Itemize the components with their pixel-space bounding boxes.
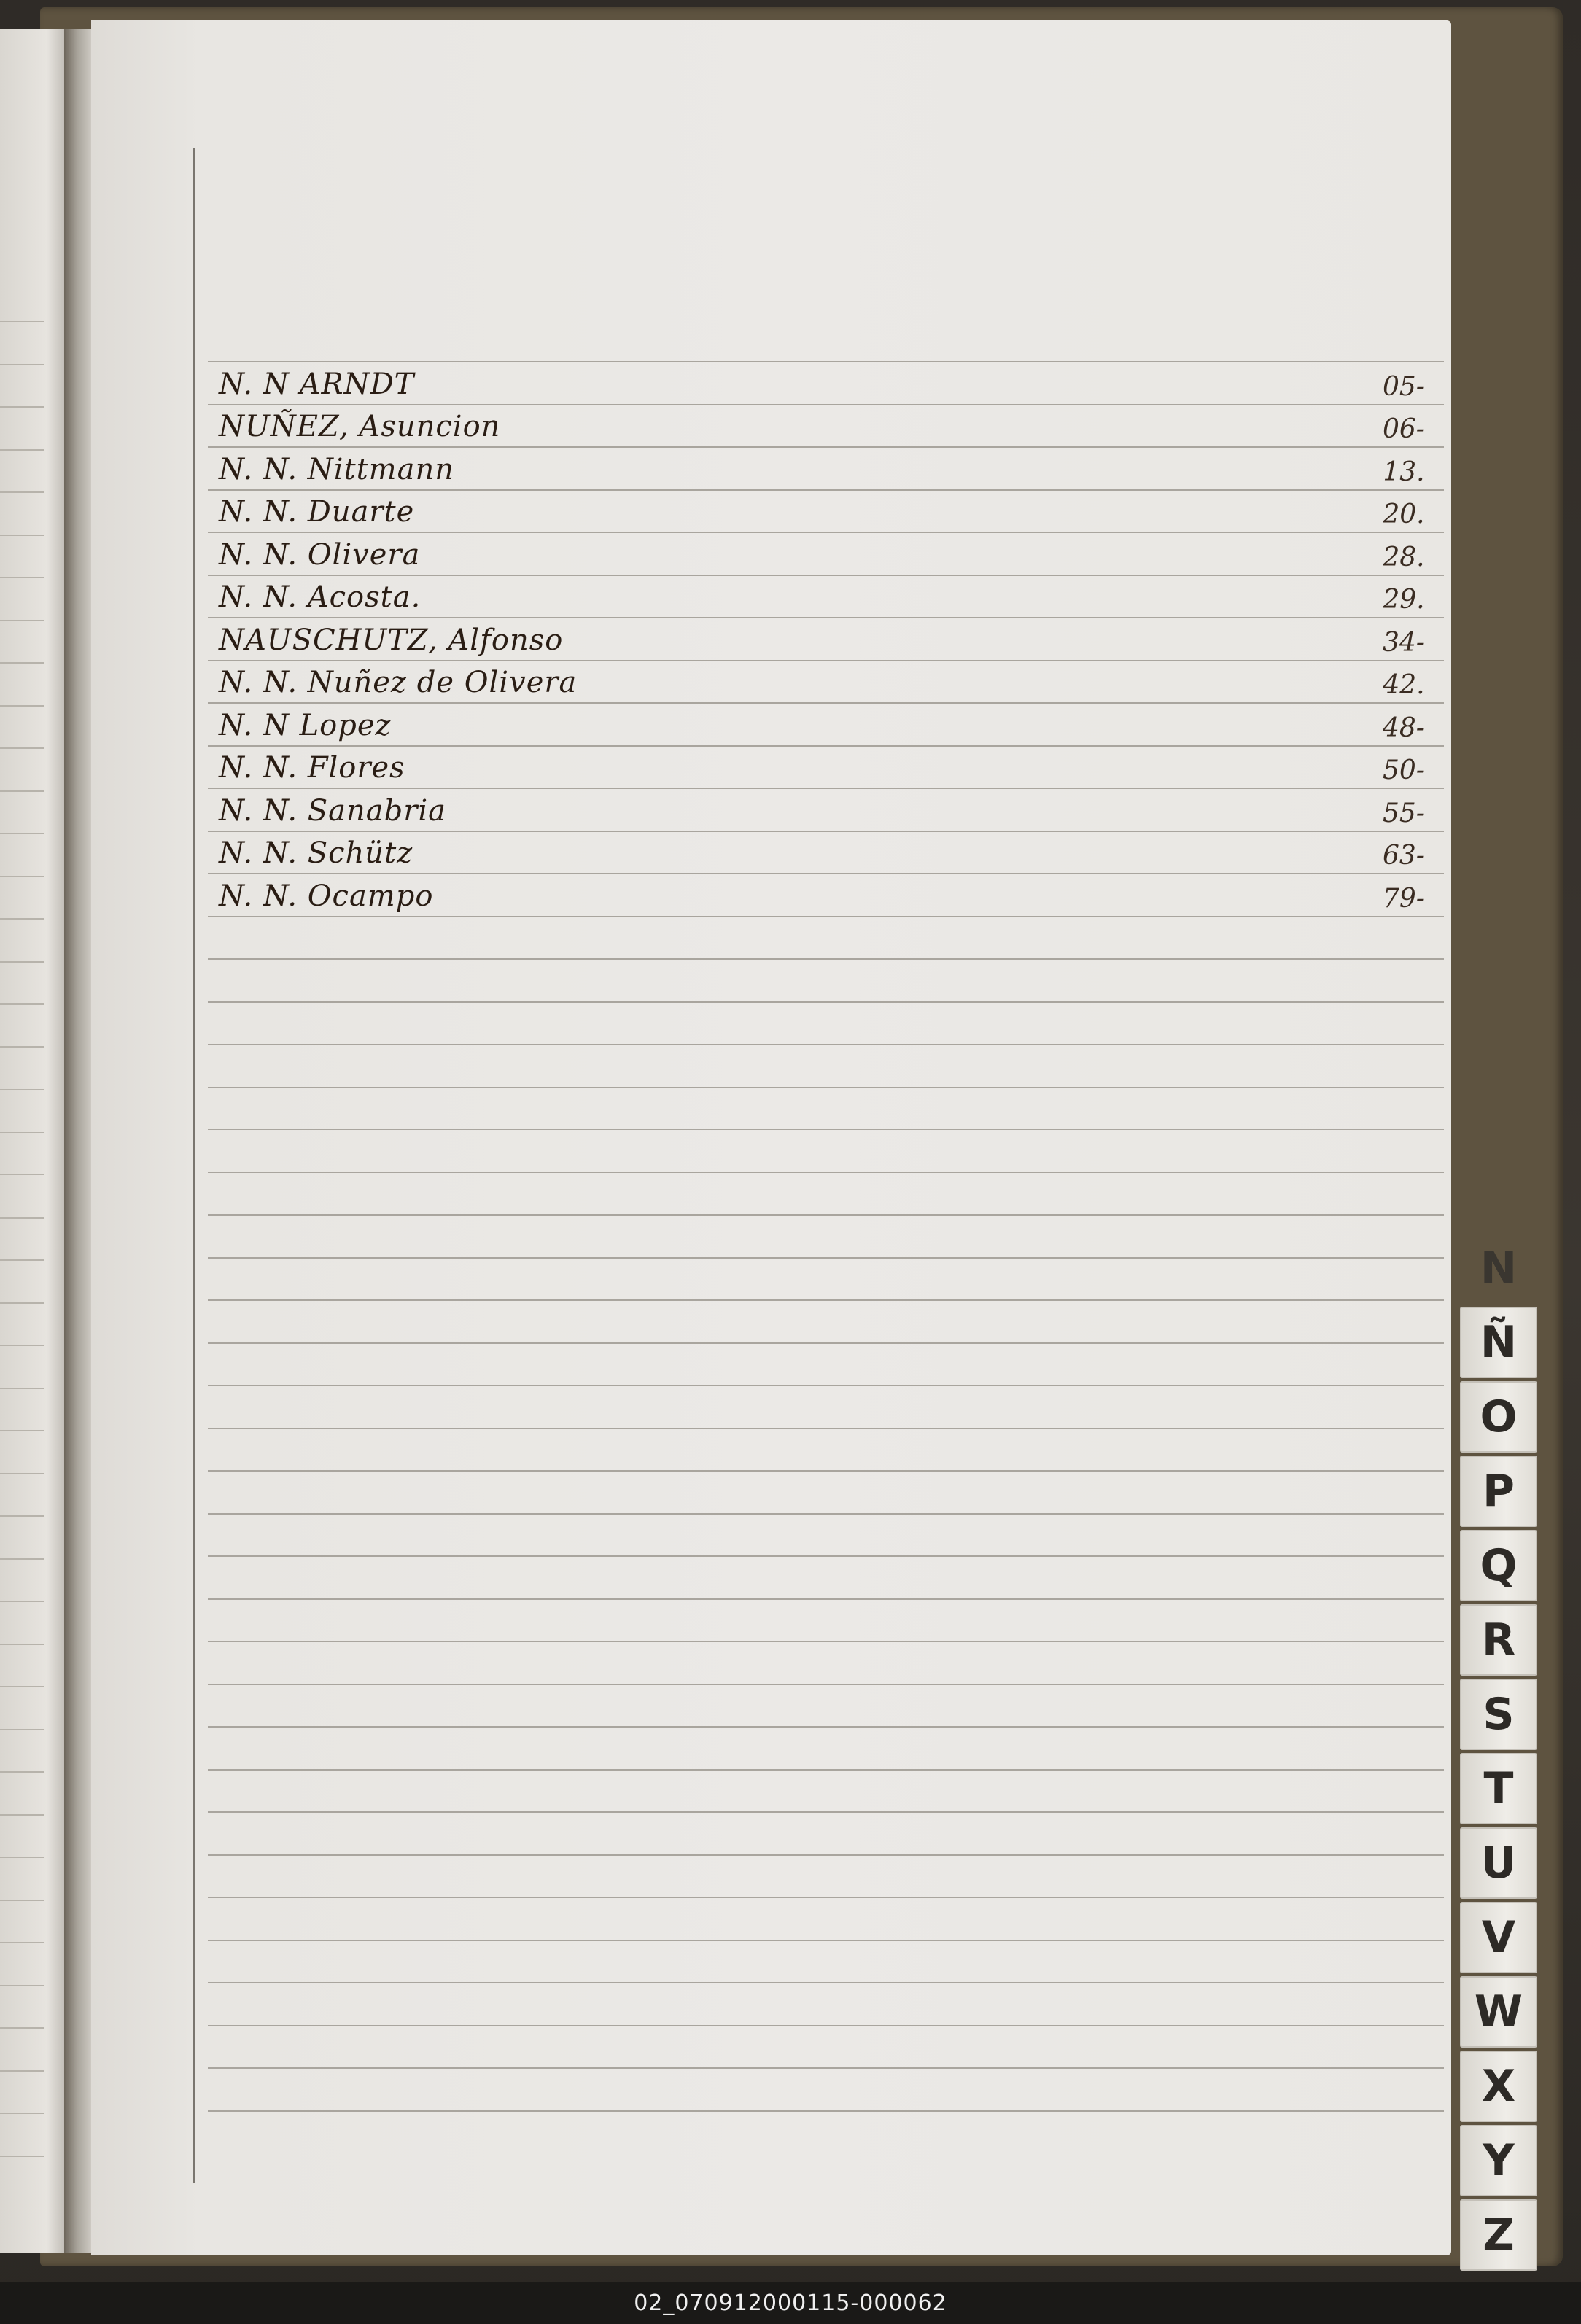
left-page-line bbox=[0, 1217, 44, 1219]
index-entry-page: 79- bbox=[1383, 883, 1425, 914]
ruled-line bbox=[208, 1598, 1444, 1600]
ruled-line bbox=[208, 873, 1444, 874]
ruled-line bbox=[208, 1726, 1444, 1728]
left-page-line bbox=[0, 364, 44, 365]
index-entry-page: 34- bbox=[1383, 627, 1425, 658]
left-page-line bbox=[0, 2070, 44, 2072]
index-entry-page: 20. bbox=[1383, 500, 1425, 529]
ruled-line bbox=[208, 1257, 1444, 1259]
ruled-line bbox=[208, 1769, 1444, 1771]
index-tab-x[interactable]: X bbox=[1460, 2051, 1537, 2122]
index-entry-name: N. N. Flores bbox=[219, 751, 405, 785]
left-page-line bbox=[0, 1729, 44, 1730]
ruled-line bbox=[208, 2025, 1444, 2026]
alphabet-index-tabs bbox=[1460, 1232, 1539, 2274]
ruled-line bbox=[208, 1555, 1444, 1557]
index-entry-name: N. N. Acosta. bbox=[219, 580, 422, 614]
ruled-line bbox=[208, 1982, 1444, 1983]
ruled-line bbox=[208, 916, 1444, 917]
ruled-line bbox=[208, 1001, 1444, 1003]
ruled-line bbox=[208, 1684, 1444, 1685]
ruled-line bbox=[208, 532, 1444, 533]
index-entry-name: N. N. Duarte bbox=[219, 495, 415, 529]
ruled-line bbox=[208, 617, 1444, 618]
index-entry-name: N. N. Ocampo bbox=[219, 879, 434, 913]
left-page-line bbox=[0, 2156, 44, 2157]
ruled-line bbox=[208, 1513, 1444, 1515]
ruled-line bbox=[208, 1087, 1444, 1088]
index-entry-name: NUÑEZ, Asuncion bbox=[219, 410, 501, 443]
left-page-line bbox=[0, 1345, 44, 1346]
ruled-line bbox=[208, 831, 1444, 832]
ruled-line bbox=[208, 1129, 1444, 1130]
ruled-line bbox=[208, 446, 1444, 448]
index-tab-o[interactable]: O bbox=[1460, 1381, 1537, 1453]
left-page-line bbox=[0, 662, 44, 664]
left-page-line bbox=[0, 1601, 44, 1602]
ruled-line bbox=[208, 1214, 1444, 1216]
ruled-line bbox=[208, 1172, 1444, 1173]
ruled-line bbox=[208, 1428, 1444, 1429]
left-page-line bbox=[0, 2027, 44, 2029]
index-entry-name: N. N. Sanabria bbox=[219, 793, 446, 828]
index-tab-q[interactable]: Q bbox=[1460, 1530, 1537, 1601]
index-tab-z[interactable]: Z bbox=[1460, 2199, 1537, 2271]
ruled-line bbox=[208, 1342, 1444, 1344]
left-page-line bbox=[0, 833, 44, 834]
index-entry-page: 50- bbox=[1383, 755, 1425, 785]
left-page-line bbox=[0, 1473, 44, 1474]
index-tab-p[interactable]: P bbox=[1460, 1456, 1537, 1527]
left-page-line bbox=[0, 1388, 44, 1389]
ruled-line bbox=[208, 404, 1444, 405]
index-tab-n[interactable]: N bbox=[1480, 1243, 1518, 1294]
left-page-line bbox=[0, 1771, 44, 1773]
left-page-line bbox=[0, 406, 44, 408]
left-page-line bbox=[0, 1430, 44, 1431]
ruled-line bbox=[208, 1299, 1444, 1301]
left-page-line bbox=[0, 790, 44, 792]
left-page-line bbox=[0, 577, 44, 578]
index-tab-ñ[interactable]: Ñ bbox=[1460, 1307, 1537, 1378]
margin-line bbox=[193, 148, 195, 2183]
left-page-line bbox=[0, 1515, 44, 1517]
left-page-line bbox=[0, 876, 44, 877]
index-page bbox=[91, 20, 1451, 2255]
index-entry-name: N. N. Nittmann bbox=[219, 452, 454, 486]
ruled-line bbox=[208, 702, 1444, 704]
left-page-line bbox=[0, 1814, 44, 1816]
ruled-line bbox=[208, 745, 1444, 747]
index-entry-page: 29. bbox=[1383, 585, 1425, 615]
left-page-line bbox=[0, 1942, 44, 1943]
left-page-line bbox=[0, 1857, 44, 1858]
index-entry-name: N. N Lopez bbox=[219, 708, 392, 742]
left-page-line bbox=[0, 620, 44, 621]
left-page-line bbox=[0, 1089, 44, 1090]
index-tab-r[interactable]: R bbox=[1460, 1604, 1537, 1676]
image-caption: 02_070912000115-000062 bbox=[0, 2282, 1581, 2324]
left-page-line bbox=[0, 2113, 44, 2114]
left-page-line bbox=[0, 747, 44, 749]
ruled-line bbox=[208, 1940, 1444, 1941]
left-page-line bbox=[0, 1132, 44, 1133]
index-tab-t[interactable]: T bbox=[1460, 1753, 1537, 1824]
index-entry-name: N. N. Nuñez de Olivera bbox=[219, 666, 578, 699]
ruled-line bbox=[208, 1811, 1444, 1813]
left-page-line bbox=[0, 449, 44, 451]
index-tab-s[interactable]: S bbox=[1460, 1679, 1537, 1750]
left-page-line bbox=[0, 321, 44, 322]
left-page-line bbox=[0, 1302, 44, 1304]
ruled-line bbox=[208, 660, 1444, 661]
index-entry-page: 05- bbox=[1383, 371, 1425, 402]
ruled-line bbox=[208, 1470, 1444, 1472]
ruled-line bbox=[208, 1897, 1444, 1898]
left-page-line bbox=[0, 1259, 44, 1261]
index-entry-name: NAUSCHUTZ, Alfonso bbox=[219, 623, 564, 657]
ruled-line bbox=[208, 958, 1444, 960]
left-page-line bbox=[0, 1900, 44, 1901]
index-entry-page: 28. bbox=[1383, 542, 1425, 572]
ruled-line bbox=[208, 1385, 1444, 1386]
index-tab-u[interactable]: U bbox=[1460, 1827, 1537, 1899]
left-page-line bbox=[0, 535, 44, 536]
ruled-line bbox=[208, 1641, 1444, 1642]
left-page-line bbox=[0, 1558, 44, 1560]
left-page-line bbox=[0, 1686, 44, 1687]
ruled-line bbox=[208, 361, 1444, 362]
index-entry-page: 63- bbox=[1383, 841, 1425, 871]
index-entry-page: 42. bbox=[1383, 670, 1425, 700]
index-tab-w[interactable]: W bbox=[1460, 1976, 1537, 2048]
left-page-line bbox=[0, 705, 44, 707]
ruled-line bbox=[208, 575, 1444, 576]
left-page-line bbox=[0, 491, 44, 493]
left-page-line bbox=[0, 1985, 44, 1986]
ruled-line bbox=[208, 1854, 1444, 1856]
index-entry-page: 48- bbox=[1383, 712, 1425, 743]
left-page-line bbox=[0, 1644, 44, 1645]
index-tab-v[interactable]: V bbox=[1460, 1902, 1537, 1973]
ruled-line bbox=[208, 2067, 1444, 2069]
index-entry-name: N. N. Schütz bbox=[219, 836, 413, 870]
index-tab-y[interactable]: Y bbox=[1460, 2125, 1537, 2196]
ruled-line bbox=[208, 1044, 1444, 1045]
left-page-line bbox=[0, 918, 44, 920]
ruled-line bbox=[208, 2110, 1444, 2112]
index-entry-name: N. N ARNDT bbox=[219, 367, 415, 401]
index-entry-page: 13. bbox=[1383, 456, 1425, 487]
ruled-line bbox=[208, 788, 1444, 789]
left-page-line bbox=[0, 1003, 44, 1005]
left-page bbox=[0, 29, 69, 2253]
index-entry-page: 06- bbox=[1383, 414, 1425, 444]
left-page-line bbox=[0, 961, 44, 963]
left-page-line bbox=[0, 1174, 44, 1175]
index-entry-name: N. N. Olivera bbox=[219, 537, 421, 572]
left-page-line bbox=[0, 1046, 44, 1048]
index-entry-page: 55- bbox=[1383, 798, 1425, 828]
ruled-line bbox=[208, 489, 1444, 491]
